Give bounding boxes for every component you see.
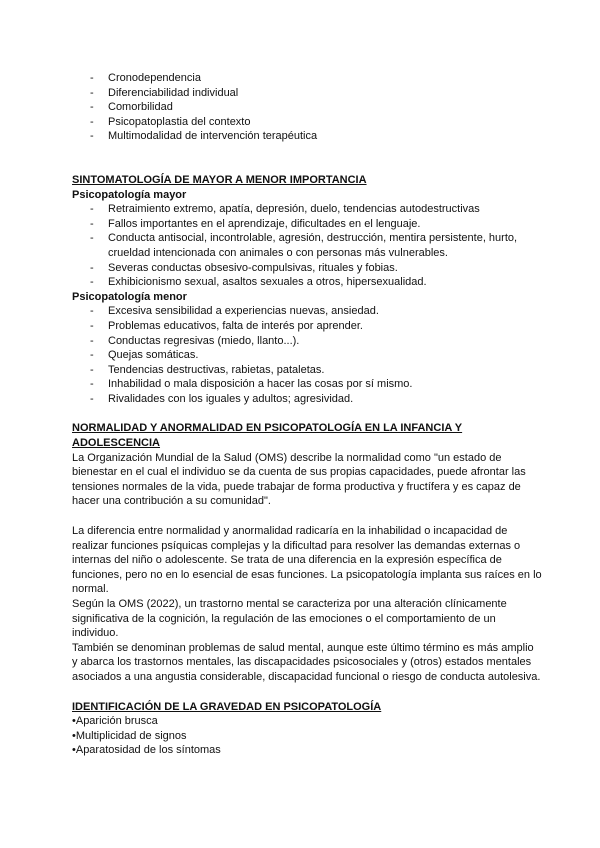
subheading-mayor: Psicopatología mayor — [72, 188, 187, 201]
list-item: - Cronodependencia — [72, 71, 542, 86]
list-item: •Aparición brusca — [72, 715, 158, 728]
list-item: - Rivalidades con los iguales y adultos; agresividad. — [72, 392, 542, 407]
intro-list — [72, 71, 542, 144]
section-heading-gravedad: IDENTIFICACIÓN DE LA GRAVEDAD EN PSICOPATOLOGÍA — [72, 700, 382, 713]
list-item: - Retraimiento extremo, apatía, depresión, duelo, tendencias autodestructivas — [72, 202, 542, 217]
paragraph-oms-normalidad: La Organización Mundial de la Salud (OMS) describe la normalidad como "un estado de bienestar en el cual el individuo se da cuenta de sus propias capacidades, puede afrontar las tensiones normales de la vida, puede trabajar de forma productiva y fructífera y es capaz de hacer una contribución a su comunidad". — [72, 451, 526, 508]
menor-list — [72, 304, 542, 406]
section-heading-normalidad: NORMALIDAD Y ANORMALIDAD EN PSICOPATOLOGÍA EN LA INFANCIA Y ADOLESCENCIA — [72, 422, 463, 450]
paragraph-diferencia: La diferencia entre normalidad y anormalidad radicaría en la inhabilidad o incapacidad de realizar funciones psíquicas complejas y la dificultad para resolver las demandas externas o internas del niño o adolescente. Se trata de una diferencia en la expresión específica de funciones, pero no en lo esencial de esas funciones. La psicopatología implanta sus raíces en lo normal. — [72, 525, 542, 596]
paragraph-salud-mental: También se denominan problemas de salud mental, aunque este último término es más amplio y abarca los trastornos mentales, las discapacidades psicosociales y (otros) estados mentales asociados a una angustia considerable, discapacidad funcional o riesgo de conducta autolesiva. — [72, 641, 541, 683]
mayor-list — [72, 202, 542, 290]
list-item: •Aparatosidad de los síntomas — [72, 744, 221, 757]
list-item: - Severas conductas obsesivo-compulsivas, rituales y fobias. — [72, 261, 542, 276]
list-item: - Fallos importantes en el aprendizaje, dificultades en el lenguaje. — [72, 217, 542, 232]
list-item: - Psicopatoplastia del contexto — [72, 115, 542, 130]
list-item: - Exhibicionismo sexual, asaltos sexuales a otros, hipersexualidad. — [72, 275, 542, 290]
section-heading-sintomatologia: SINTOMATOLOGÍA DE MAYOR A MENOR IMPORTANCIA — [72, 173, 367, 186]
list-item: - Tendencias destructivas, rabietas, pataletas. — [72, 363, 542, 378]
list-item: - Quejas somáticas. — [72, 348, 542, 363]
list-item: - Problemas educativos, falta de interés por aprender. — [72, 319, 542, 334]
subheading-menor: Psicopatología menor — [72, 290, 187, 303]
list-item: - Conducta antisocial, incontrolable, agresión, destrucción, mentira persistente, hurto, crueldad intencionada con animales o con personas más vulnerables. — [72, 231, 542, 260]
list-item: - Diferenciabilidad individual — [72, 86, 542, 101]
paragraph-trastorno-mental: Según la OMS (2022), un trastorno mental se caracteriza por una alteración clínicamente significativa de la cognición, la regulación de las emociones o el comportamiento de un individuo. — [72, 598, 507, 640]
list-item: - Multimodalidad de intervención terapéutica — [72, 129, 542, 144]
list-item: - Excesiva sensibilidad a experiencias nuevas, ansiedad. — [72, 304, 542, 319]
list-item: - Comorbilidad — [72, 100, 542, 115]
list-item: - Inhabilidad o mala disposición a hacer las cosas por sí mismo. — [72, 377, 542, 392]
list-item: - Conductas regresivas (miedo, llanto...). — [72, 334, 542, 349]
document-page — [72, 71, 542, 758]
list-item: •Multiplicidad de signos — [72, 729, 187, 742]
